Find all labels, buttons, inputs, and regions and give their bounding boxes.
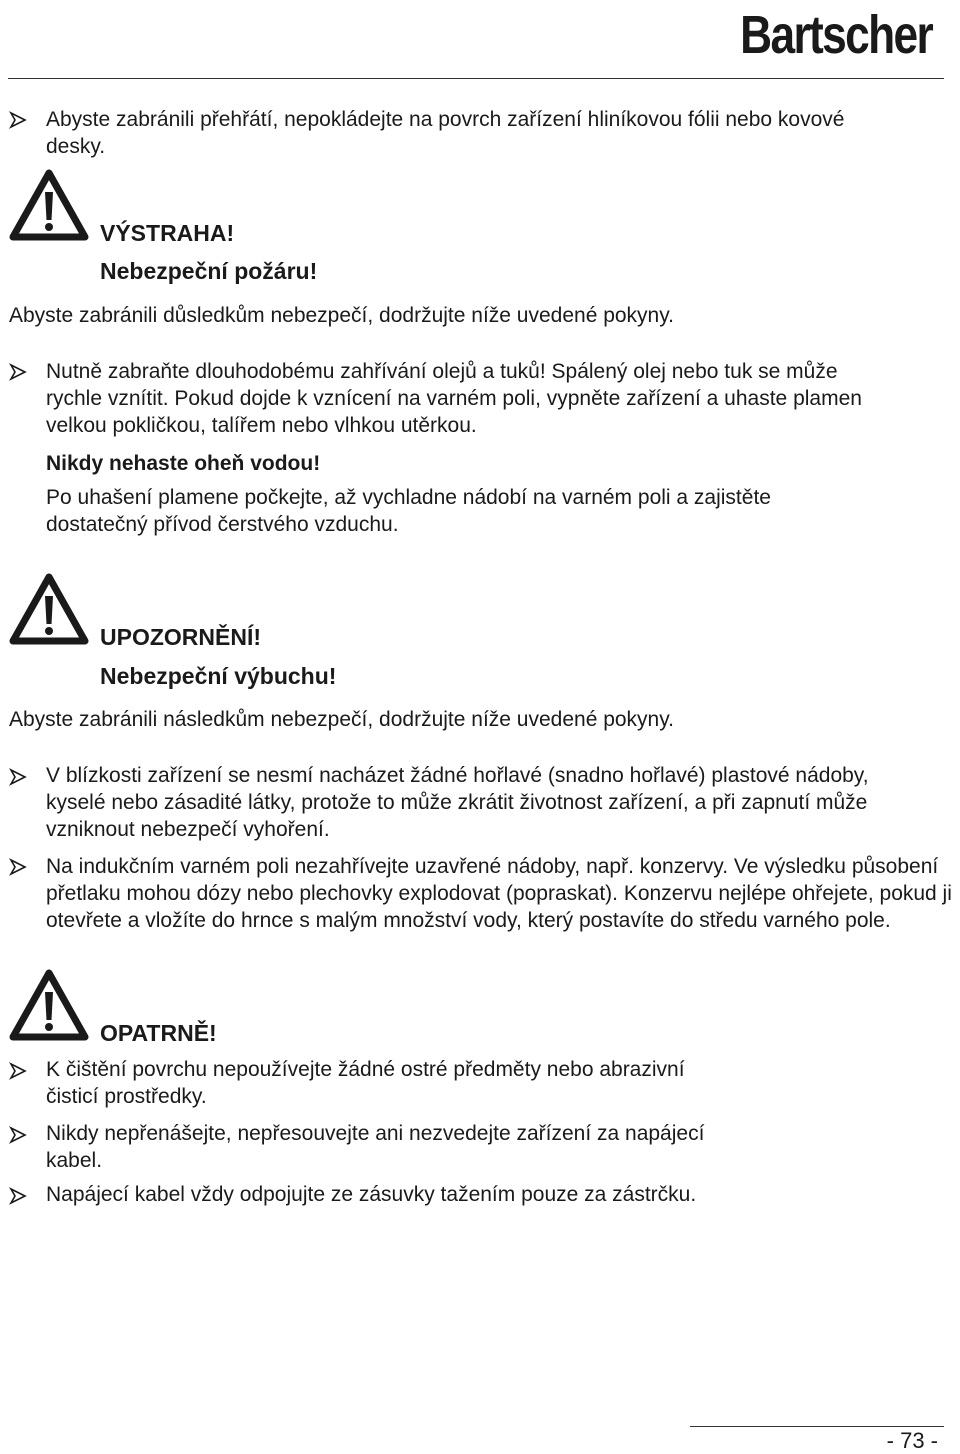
- header-divider: [8, 78, 944, 79]
- warning-triangle-icon: [8, 968, 90, 1047]
- warning1-intro: Abyste zabránili důsledkům nebezpečí, dodržujte níže uvedené pokyny.: [9, 304, 675, 327]
- warning3-bullet-text: Nikdy nepřenášejte, nepřesouvejte ani nezvedejte zařízení za napájecí kabel.: [46, 1122, 705, 1172]
- arrow-bullet-icon: [9, 1126, 27, 1144]
- warning1-after-text: Po uhašení plamene počkejte, až vychladne nádobí na varném poli a zajistěte dostatečný přívod čerstvého vzduchu.: [46, 486, 771, 536]
- warning1-title: VÝSTRAHA!: [100, 220, 235, 246]
- bartscher-logo: Bartscher: [740, 5, 932, 65]
- arrow-bullet-icon: [9, 768, 27, 786]
- warning3-title: OPATRNĚ!: [100, 1020, 217, 1046]
- arrow-bullet-icon: [9, 111, 27, 129]
- warning2-bullet-text: V blízkosti zařízení se nesmí nacházet žádné hořlavé (snadno hořlavé) plastové nádoby, kyselé nebo zásadité látky, protože to může zkrátit životnost zařízení, a při zapnutí může vzniknout nebezpečí vyhoření.: [46, 764, 869, 841]
- page-number: - 73 -: [886, 1428, 938, 1453]
- warning1-bold-line: Nikdy nehaste oheň vodou!: [46, 452, 321, 475]
- warning1-subtitle: Nebezpeční požáru!: [100, 258, 318, 284]
- warning-triangle-icon: [8, 168, 90, 247]
- warning1-bullet-text: Nutně zabraňte dlouhodobému zahřívání olejů a tuků! Spálený olej nebo tuk se může rychle vznítit. Pokud dojde k vznícení na varném poli, vypněte zařízení a uhaste plamen velkou pokličkou, talířem nebo vlhkou utěrkou.: [46, 360, 862, 437]
- arrow-bullet-icon: [9, 363, 27, 381]
- warning3-bullet-text: Napájecí kabel vždy odpojujte ze zásuvky tažením pouze za zástrčku.: [46, 1183, 697, 1206]
- footer-divider: [690, 1426, 944, 1427]
- arrow-bullet-icon: [9, 1062, 27, 1080]
- intro-bullet-text: Abyste zabránili přehřátí, nepokládejte na povrch zařízení hliníkovou fólii nebo kovové desky.: [46, 108, 845, 158]
- warning2-title: UPOZORNĚNÍ!: [100, 624, 261, 650]
- arrow-bullet-icon: [9, 858, 27, 876]
- warning3-bullet-text: K čištění povrchu nepoužívejte žádné ostré předměty nebo abrazivní čisticí prostředky.: [46, 1058, 685, 1108]
- arrow-bullet-icon: [9, 1187, 27, 1205]
- warning2-subtitle: Nebezpeční výbuchu!: [100, 663, 337, 689]
- warning-triangle-icon: [8, 572, 90, 651]
- warning2-bullet-text: Na indukčním varném poli nezahřívejte uzavřené nádoby, např. konzervy. Ve výsledku působení přetlaku mohou dózy nebo plechovky explodovat (popraskat). Konzervu nejlépe ohřejete, pokud ji otevřete a vložíte do hrnce s malým množství vody, který postavíte do středu varného pole.: [46, 855, 952, 932]
- warning2-intro: Abyste zabránili následkům nebezpečí, dodržujte níže uvedené pokyny.: [9, 708, 675, 731]
